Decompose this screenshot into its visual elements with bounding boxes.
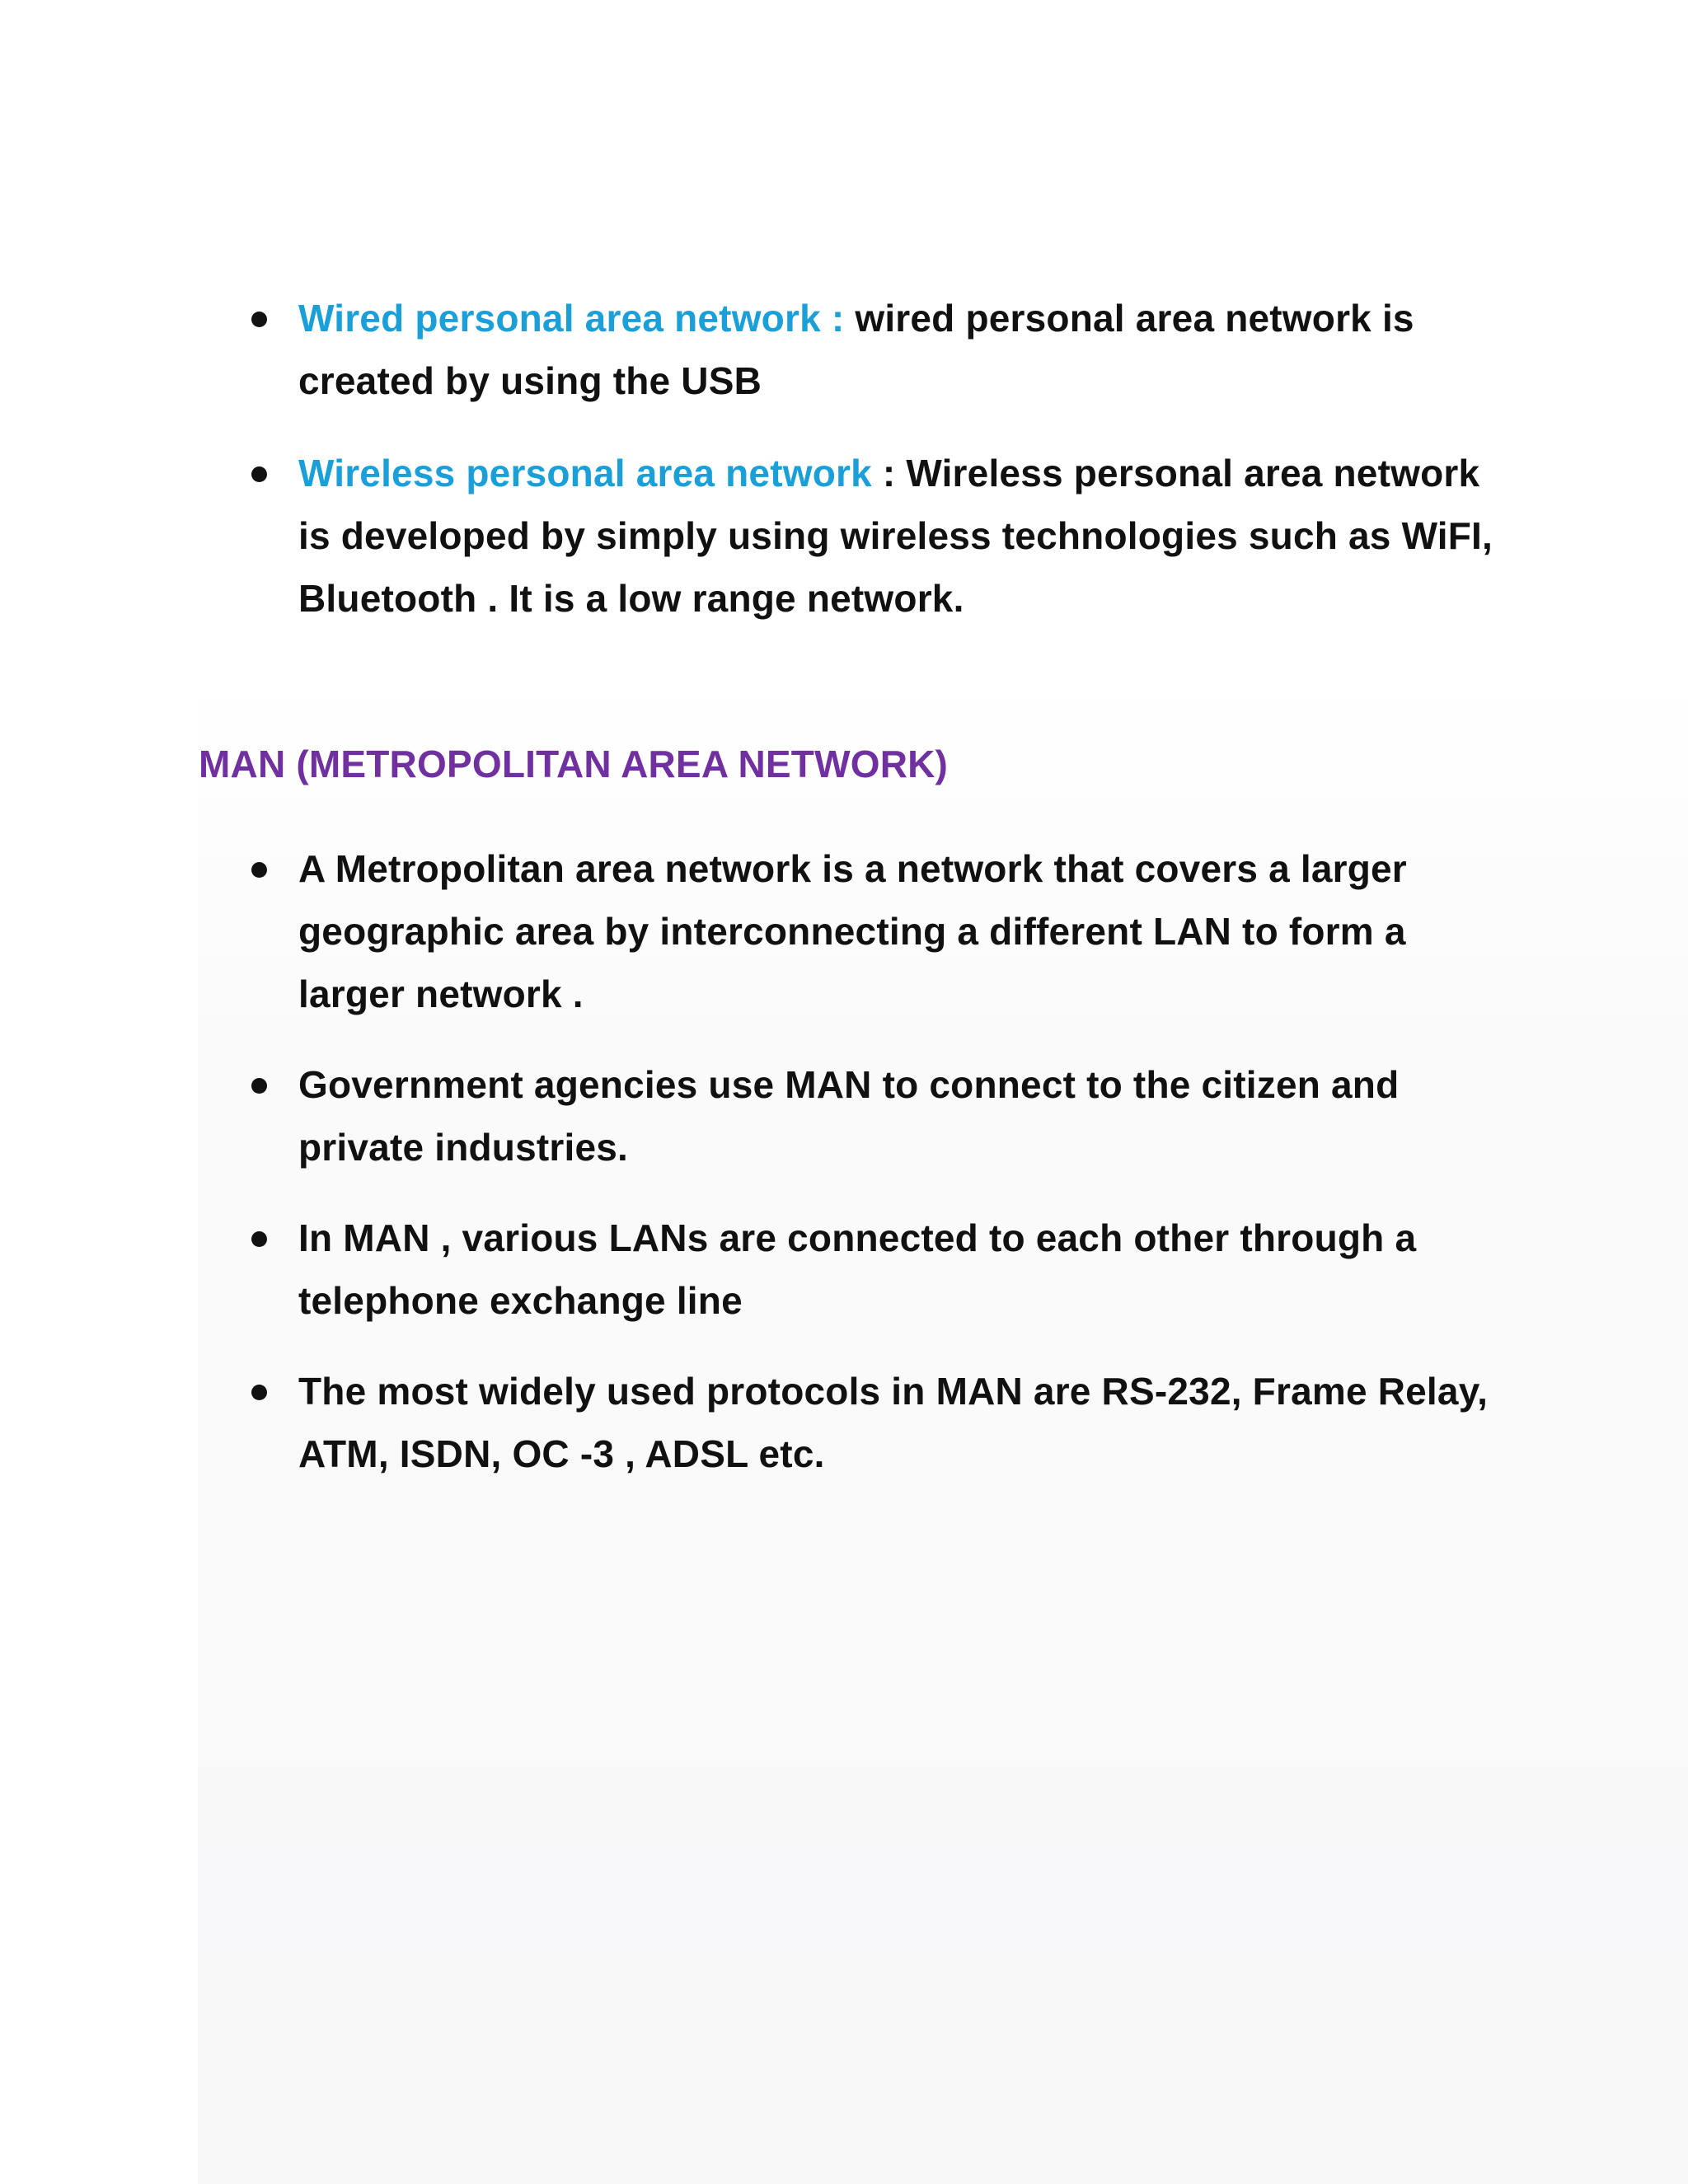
list-item-text: A Metropolitan area network is a network that covers a larger geographic area by interconnecting a different LAN to form a larger network . xyxy=(298,847,1407,1015)
list-item-text: The most widely used protocols in MAN are RS-232, Frame Relay, ATM, ISDN, OC -3 , ADSL etc. xyxy=(298,1370,1489,1475)
list-item xyxy=(298,287,1502,412)
bullet-icon xyxy=(251,862,267,878)
term-wireless-pan: Wireless personal area network xyxy=(298,452,872,494)
list-item xyxy=(298,1360,1502,1485)
man-bullet-list xyxy=(298,837,1502,1513)
bullet-icon xyxy=(251,1231,267,1247)
list-item xyxy=(298,837,1502,1025)
list-item xyxy=(298,442,1502,630)
list-item-text: In MAN , various LANs are connected to each other through a telephone exchange line xyxy=(298,1216,1417,1322)
bullet-icon xyxy=(251,1078,267,1094)
term-wired-pan: Wired personal area network : xyxy=(298,297,845,340)
list-item xyxy=(298,1053,1502,1179)
pan-bullet-list xyxy=(298,287,1502,630)
bullet-icon xyxy=(251,466,267,482)
list-item xyxy=(298,1207,1502,1332)
section-heading-man: MAN (METROPOLITAN AREA NETWORK) xyxy=(199,743,949,785)
bullet-icon xyxy=(251,312,267,327)
bullet-icon xyxy=(251,1385,267,1400)
list-item-text: wired personal area network is created by using the USB xyxy=(298,297,1414,402)
list-item-text: : Wireless personal area network is developed by simply using wireless technologies such as WiFI, Bluetooth . It is a low range network. xyxy=(298,452,1493,620)
list-item-text: Government agencies use MAN to connect to the citizen and private industries. xyxy=(298,1063,1400,1169)
